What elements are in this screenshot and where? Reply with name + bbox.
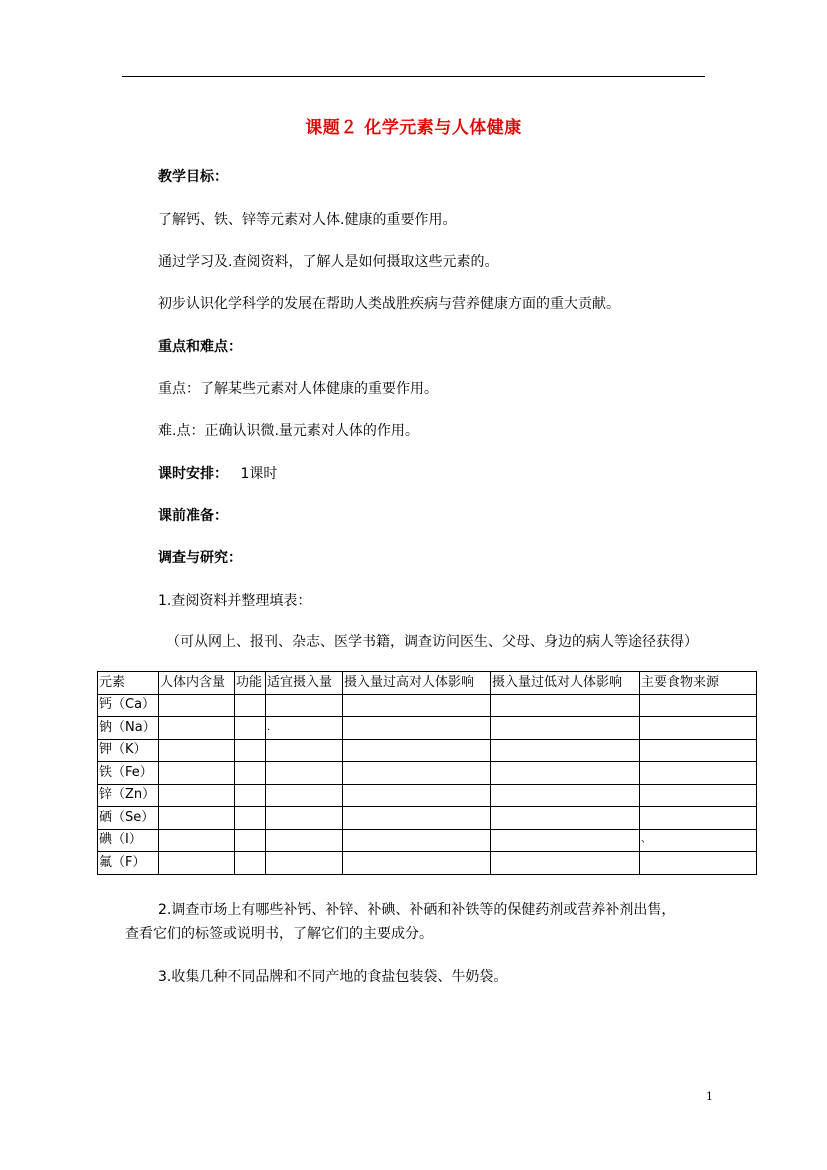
table-row — [98, 694, 757, 717]
header-function: 功能 — [235, 672, 266, 695]
objective-2: 通过学习及.查阅资料，了解人是如何摄取这些元素的。 — [158, 254, 499, 270]
element-cell: 钠（Na） — [98, 717, 159, 740]
objective-1: 了解钙、铁、锌等元素对人体.健康的重要作用。 — [158, 212, 457, 228]
schedule — [158, 465, 277, 483]
header-content: 人体内含量 — [159, 672, 235, 695]
key-point: 重点：了解某些元素对人体健康的重要作用。 — [158, 381, 438, 397]
stray-mark: 、 — [640, 829, 757, 852]
element-survey-table — [97, 671, 757, 875]
element-cell: 硒（Se） — [98, 807, 159, 830]
element-cell: 氟（F） — [98, 852, 159, 875]
prep-heading: 课前准备： — [158, 508, 228, 524]
element-cell: 钙（Ca） — [98, 694, 159, 717]
page-number: 1 — [706, 1090, 713, 1103]
stray-mark: . — [266, 717, 343, 740]
table-row — [98, 852, 757, 875]
objectives-heading: 教学目标： — [158, 169, 228, 185]
task-1-note: （可从网上、报刊、杂志、医学书籍，调查访问医生、父母、身边的病人等途径获得） — [166, 634, 698, 650]
table-row — [98, 762, 757, 785]
objective-3: 初步认识化学科学的发展在帮助人类战胜疾病与营养健康方面的重大贡献。 — [158, 296, 620, 312]
table-row — [98, 739, 757, 762]
element-cell: 铁（Fe） — [98, 762, 159, 785]
table-row — [98, 829, 757, 852]
element-cell: 锌（Zn） — [98, 784, 159, 807]
task-3: 3.收集几种不同品牌和不同产地的食盐包装袋、牛奶袋。 — [158, 969, 508, 985]
schedule-value: 1课时 — [240, 466, 278, 482]
task-2-line-1: 2.调查市场上有哪些补钙、补锌、补碘、补硒和补铁等的保健药剂或营养补剂出售， — [158, 902, 676, 918]
research-heading: 调查与研究： — [158, 550, 242, 566]
difficulty: 难.点：正确认识微.量元素对人体的作用。 — [158, 423, 419, 439]
key-points-heading: 重点和难点： — [158, 339, 242, 355]
table-row — [98, 717, 757, 740]
table-header-row — [98, 672, 757, 695]
header-excess: 摄入量过高对人体影响 — [343, 672, 491, 695]
schedule-label: 课时安排： — [158, 466, 228, 482]
table-row — [98, 784, 757, 807]
task-1: 1.查阅资料并整理填表： — [158, 593, 312, 609]
element-cell: 钾（K） — [98, 739, 159, 762]
element-cell: 碘（I） — [98, 829, 159, 852]
table-row — [98, 807, 757, 830]
header-rule — [122, 76, 705, 77]
header-food-source: 主要食物来源 — [640, 672, 757, 695]
page-title: 课题２ 化学元素与人体健康 — [305, 118, 522, 138]
header-intake: 适宜摄入量 — [266, 672, 343, 695]
header-deficiency: 摄入量过低对人体影响 — [491, 672, 640, 695]
task-2-line-2: 查看它们的标签或说明书，了解它们的主要成分。 — [125, 926, 433, 942]
header-element: 元素 — [98, 672, 159, 695]
